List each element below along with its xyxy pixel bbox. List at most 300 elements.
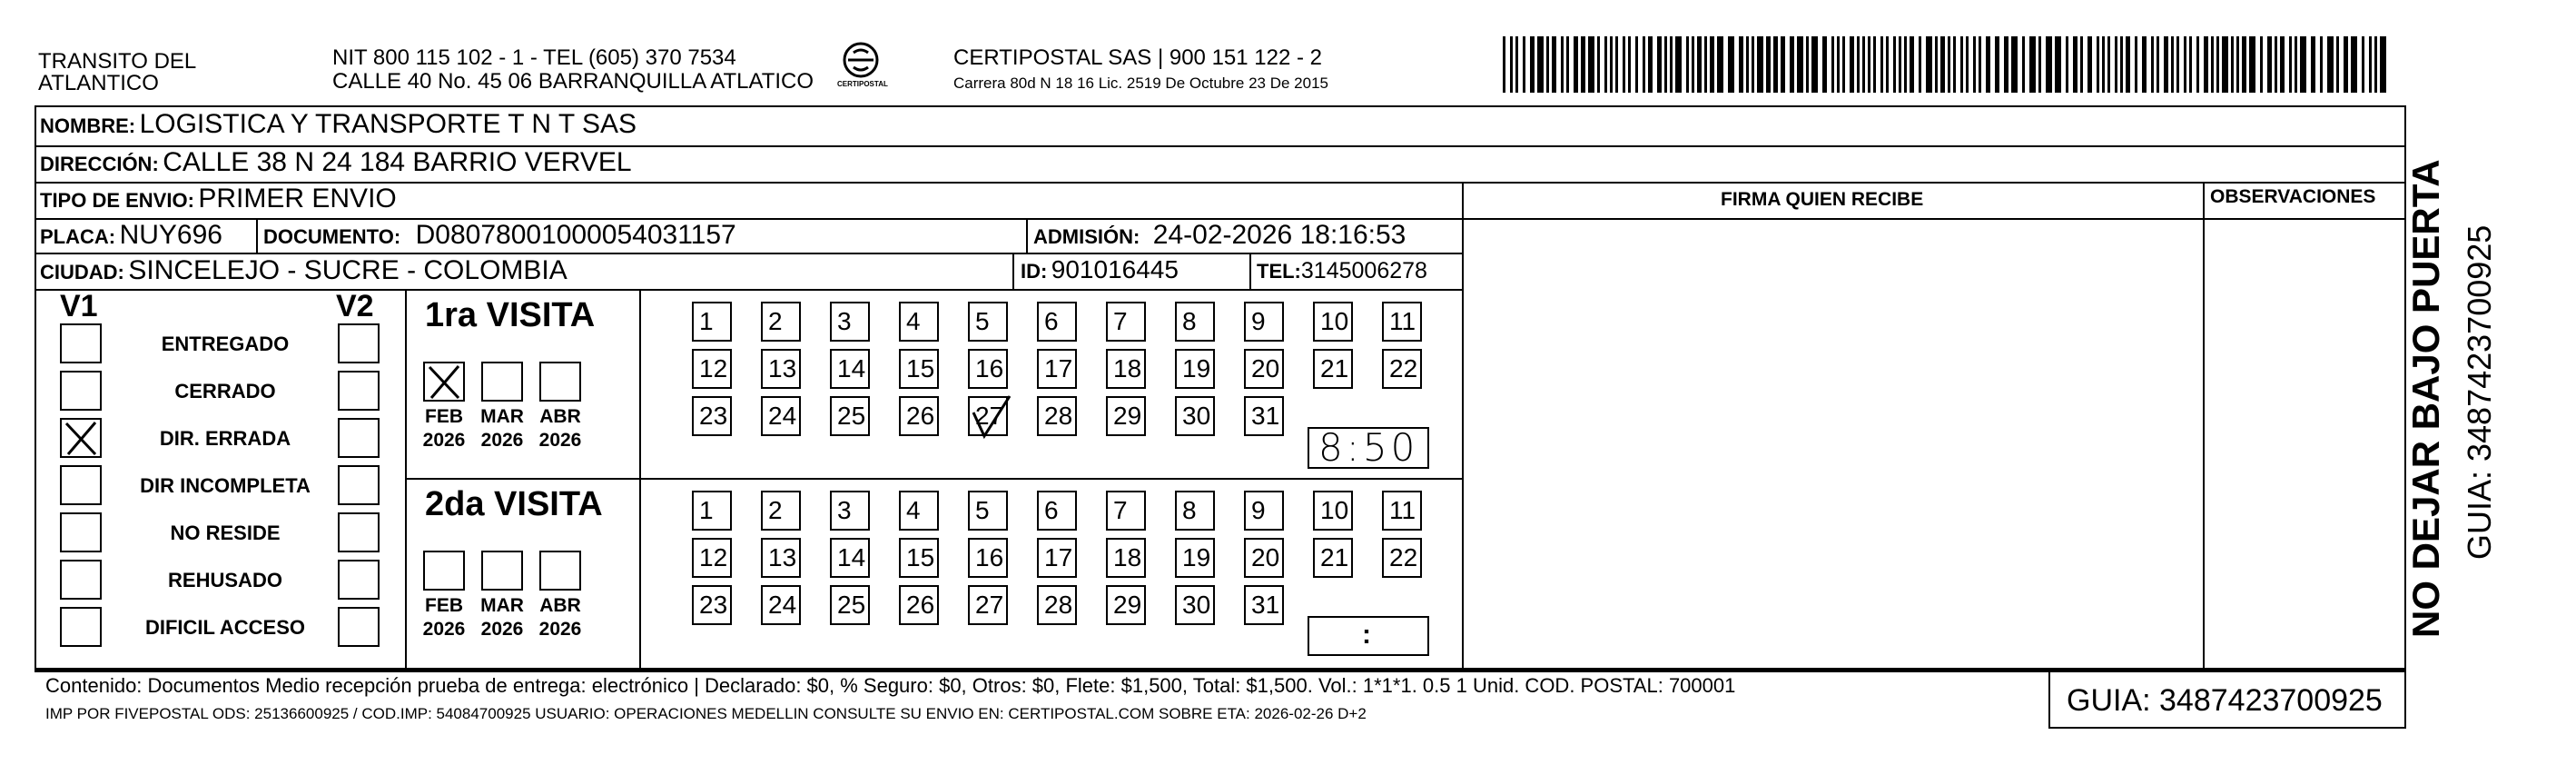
day-number: 15 <box>906 543 935 571</box>
option-label: DIR INCOMPLETA <box>140 474 311 497</box>
barcode-bar <box>2222 36 2228 93</box>
barcode-bar <box>1995 36 1999 93</box>
second-visit-day-box[interactable] <box>1106 585 1146 625</box>
column-divider <box>2203 182 2205 672</box>
day-number: 4 <box>906 307 921 335</box>
month-year: 2026 <box>422 430 466 451</box>
day-number: 31 <box>1251 402 1280 430</box>
sender-name-line1: TRANSITO DEL <box>38 49 197 74</box>
signature-header: FIRMA QUIEN RECIBE <box>1721 189 1924 210</box>
day-number: 20 <box>1251 354 1280 382</box>
name-row <box>40 109 637 140</box>
barcode-bar <box>1503 36 1505 93</box>
first-visit-day-box[interactable] <box>830 396 870 436</box>
barcode-bar <box>1862 36 1865 93</box>
barcode-bar <box>1552 36 1556 93</box>
second-visit-day-box[interactable] <box>1313 538 1353 578</box>
second-visit-day-box[interactable] <box>968 538 1008 578</box>
second-visit-day-box[interactable] <box>1175 491 1215 531</box>
barcode-bar <box>2107 36 2110 93</box>
second-visit-day-box[interactable] <box>1313 491 1353 531</box>
barcode-bar <box>1566 36 1569 93</box>
first-visit-day-box[interactable] <box>1175 302 1215 342</box>
second-visit-day-box[interactable] <box>692 585 732 625</box>
second-visit-day-box[interactable] <box>830 491 870 531</box>
second-visit-day-box[interactable] <box>830 538 870 578</box>
month-name: ABR <box>539 406 581 427</box>
v2-checkbox[interactable] <box>338 323 380 363</box>
barcode-bar <box>1899 36 1901 93</box>
sender-name-line2: ATLANTICO <box>38 71 159 95</box>
first-visit-day-box[interactable] <box>1037 349 1077 389</box>
day-number: 16 <box>975 543 1004 571</box>
first-visit-day-box[interactable] <box>830 302 870 342</box>
carrier-company: CERTIPOSTAL SAS | 900 151 122 - 2 <box>953 45 1322 70</box>
first-visit-day-box[interactable] <box>899 349 939 389</box>
v1-checkbox[interactable] <box>60 371 102 411</box>
barcode-bar <box>1926 36 1932 93</box>
month-year: 2026 <box>480 430 524 451</box>
first-visit-month-label <box>415 405 473 452</box>
barcode-bar <box>1692 36 1694 93</box>
barcode-bar <box>1986 36 1990 93</box>
second-visit-day-box[interactable] <box>692 491 732 531</box>
day-number: 6 <box>1044 496 1059 524</box>
first-visit-day-box[interactable] <box>899 302 939 342</box>
second-visit-day-box[interactable] <box>1037 491 1077 531</box>
barcode-bar <box>1757 36 1763 93</box>
month-name: ABR <box>539 595 581 616</box>
document-value: D08078001000054031157 <box>415 220 736 250</box>
barcode-bar <box>1537 36 1544 93</box>
day-number: 14 <box>837 543 866 571</box>
barcode-bar <box>1842 36 1845 93</box>
day-number: 1 <box>699 496 714 524</box>
barcode-bar <box>2171 36 2174 93</box>
second-visit-day-box[interactable] <box>830 585 870 625</box>
barcode-bar <box>1904 36 1907 93</box>
day-number: 8 <box>1182 496 1197 524</box>
second-visit-day-box[interactable] <box>968 585 1008 625</box>
day-number: 29 <box>1113 591 1142 619</box>
second-visit-day-box[interactable] <box>899 491 939 531</box>
plate-label: PLACA: <box>40 225 116 248</box>
barcode-bar <box>1546 36 1549 93</box>
day-number: 28 <box>1044 591 1073 619</box>
second-visit-day-box[interactable] <box>899 538 939 578</box>
cell-divider <box>1249 253 1251 289</box>
cell-divider <box>1026 218 1028 253</box>
day-number: 2 <box>768 307 783 335</box>
footer-guide-box <box>2048 671 2406 729</box>
barcode-bar <box>1935 36 1938 93</box>
second-visit-day-box[interactable] <box>968 491 1008 531</box>
barcode-bar <box>1966 36 1969 93</box>
barcode-bar <box>1806 36 1809 93</box>
option-label: REHUSADO <box>168 569 282 591</box>
v2-checkbox[interactable] <box>338 607 380 647</box>
day-number: 28 <box>1044 402 1073 430</box>
first-visit-day-box[interactable] <box>1313 302 1353 342</box>
second-visit-day-box[interactable] <box>1244 491 1284 531</box>
barcode-bar <box>2004 36 2008 93</box>
day-number: 26 <box>906 591 935 619</box>
barcode-bar <box>2327 36 2334 93</box>
first-visit-day-box[interactable] <box>1175 349 1215 389</box>
barcode-bar <box>1610 36 1613 93</box>
month-name: MAR <box>480 595 524 616</box>
second-visit-day-box[interactable] <box>1037 585 1077 625</box>
admission-label: ADMISIÓN: <box>1033 225 1140 248</box>
day-number: 11 <box>1389 496 1416 524</box>
sender-nit: NIT 800 115 102 - 1 - TEL (605) 370 7534 <box>332 45 736 70</box>
barcode-bar <box>1728 36 1734 93</box>
day-number: 9 <box>1251 496 1266 524</box>
first-visit-day-box[interactable] <box>1313 349 1353 389</box>
barcode-bar <box>2142 36 2147 93</box>
day-number: 10 <box>1320 496 1349 524</box>
certipostal-logo-text: CERTIPOSTAL <box>837 80 888 88</box>
visits-divider <box>405 478 1462 480</box>
barcode-bar <box>1850 36 1854 93</box>
barcode-bar <box>1523 36 1525 93</box>
city-label: CIUDAD: <box>40 261 124 283</box>
second-visit-month-label <box>531 594 589 641</box>
day-number: 23 <box>699 402 728 430</box>
barcode-bar <box>2157 36 2159 93</box>
first-visit-day-box[interactable] <box>1106 396 1146 436</box>
barcode-bar <box>1773 36 1778 93</box>
admission-value: 24-02-2026 18:16:53 <box>1152 220 1406 250</box>
second-visit-month-checkbox[interactable] <box>539 551 581 591</box>
day-number: 27 <box>975 402 1004 430</box>
day-number: 9 <box>1251 307 1266 335</box>
carrier-license: Carrera 80d N 18 16 Lic. 2519 De Octubre 23 De 2015 <box>953 75 1328 92</box>
city-value: SINCELEJO - SUCRE - COLOMBIA <box>128 255 568 285</box>
month-year: 2026 <box>422 619 466 640</box>
observations-header: OBSERVACIONES <box>2210 186 2376 207</box>
barcode-bar <box>2236 36 2239 93</box>
first-visit-day-box[interactable] <box>692 302 732 342</box>
certipostal-logo <box>835 40 886 98</box>
tel-value: 3145006278 <box>1300 258 1427 283</box>
first-visit-day-box[interactable] <box>899 396 939 436</box>
barcode-bar <box>1822 36 1827 93</box>
certipostal-logo-icon <box>835 40 886 98</box>
first-visit-day-box[interactable] <box>1106 302 1146 342</box>
day-number: 30 <box>1182 591 1211 619</box>
shipment-type-label: TIPO DE ENVIO: <box>40 189 194 212</box>
barcode-bar <box>1739 36 1743 93</box>
plate-cell <box>40 220 222 251</box>
first-visit-month-checkbox[interactable] <box>481 362 523 402</box>
barcode-bar <box>1886 36 1889 93</box>
barcode-bar <box>1704 36 1707 93</box>
barcode-bar <box>2097 36 2099 93</box>
row-divider <box>35 253 1462 254</box>
barcode-bar <box>2046 36 2052 93</box>
barcode-bar <box>2120 36 2123 93</box>
tel-cell <box>1257 258 1427 284</box>
second-visit-day-box[interactable] <box>1382 538 1422 578</box>
second-visit-day-box[interactable] <box>761 538 801 578</box>
day-number: 17 <box>1044 543 1073 571</box>
barcode-bar <box>1940 36 1945 93</box>
barcode <box>1503 36 2393 93</box>
first-visit-day-box[interactable] <box>1382 349 1422 389</box>
barcode-bar <box>2196 36 2199 93</box>
barcode-bar <box>1790 36 1794 93</box>
month-name: FEB <box>425 406 463 427</box>
barcode-bar <box>2087 36 2092 93</box>
barcode-bar <box>2029 36 2036 93</box>
barcode-bar <box>1710 36 1714 93</box>
first-visit-day-box[interactable] <box>968 396 1008 436</box>
day-number: 7 <box>1113 496 1128 524</box>
barcode-bar <box>1615 36 1618 93</box>
first-visit-day-box[interactable] <box>1244 302 1284 342</box>
second-visit-day-box[interactable] <box>1106 538 1146 578</box>
id-cell <box>1021 255 1179 284</box>
barcode-bar <box>2231 36 2234 93</box>
second-visit-day-box[interactable] <box>1244 538 1284 578</box>
barcode-bar <box>2115 36 2117 93</box>
day-number: 5 <box>975 496 990 524</box>
second-visit-day-box[interactable] <box>1382 491 1422 531</box>
second-visit-day-box[interactable] <box>692 538 732 578</box>
barcode-bar <box>2344 36 2348 93</box>
first-visit-day-box[interactable] <box>830 349 870 389</box>
cell-divider <box>1012 253 1014 289</box>
month-year: 2026 <box>538 430 582 451</box>
name-value: LOGISTICA Y TRANSPORTE T N T SAS <box>139 109 637 139</box>
barcode-bar <box>2249 36 2255 93</box>
option-label: DIFICIL ACCESO <box>144 616 305 639</box>
first-visit-day-box[interactable] <box>761 302 801 342</box>
address-row <box>40 147 632 178</box>
option-label: ENTREGADO <box>161 333 290 355</box>
barcode-bar <box>1628 36 1631 93</box>
day-number: 12 <box>699 543 728 571</box>
second-visit-time-placeholder: : <box>1362 620 1371 650</box>
barcode-bar <box>1561 36 1564 93</box>
second-visit-month-label <box>473 594 531 641</box>
second-visit-day-box[interactable] <box>1244 585 1284 625</box>
day-number: 4 <box>906 496 921 524</box>
document-cell <box>263 220 736 251</box>
v2-checkbox[interactable] <box>338 418 380 458</box>
day-number: 3 <box>837 496 852 524</box>
city-cell <box>40 255 568 286</box>
barcode-bar <box>1530 36 1535 93</box>
month-year: 2026 <box>480 619 524 640</box>
day-number: 12 <box>699 354 728 382</box>
barcode-bar <box>1623 36 1625 93</box>
day-number: 24 <box>768 402 797 430</box>
first-visit-month-checkbox[interactable] <box>423 362 465 402</box>
barcode-bar <box>1837 36 1840 93</box>
barcode-bar <box>2336 36 2339 93</box>
day-number: 25 <box>837 402 866 430</box>
day-number: 3 <box>837 307 852 335</box>
barcode-bar <box>2295 36 2297 93</box>
v1-checkbox[interactable] <box>60 607 102 647</box>
barcode-bar <box>2055 36 2061 93</box>
first-visit-day-box[interactable] <box>1037 396 1077 436</box>
barcode-bar <box>2080 36 2083 93</box>
day-number: 26 <box>906 402 935 430</box>
second-visit-month-checkbox[interactable] <box>481 551 523 591</box>
day-number: 8 <box>1182 307 1197 335</box>
barcode-bar <box>1604 36 1607 93</box>
first-visit-month-checkbox[interactable] <box>539 362 581 402</box>
day-number: 7 <box>1113 307 1128 335</box>
day-number: 22 <box>1389 543 1418 571</box>
barcode-bar <box>2311 36 2315 93</box>
barcode-bar <box>1746 36 1749 93</box>
barcode-bar <box>2216 36 2219 93</box>
day-number: 29 <box>1113 402 1142 430</box>
barcode-bar <box>1648 36 1653 93</box>
second-visit-day-box[interactable] <box>761 585 801 625</box>
barcode-bar <box>2320 36 2323 93</box>
document-label: DOCUMENTO: <box>263 225 401 248</box>
day-number: 18 <box>1113 354 1142 382</box>
day-number: 6 <box>1044 307 1059 335</box>
barcode-bar <box>1686 36 1689 93</box>
v2-checkbox[interactable] <box>338 512 380 552</box>
first-visit-day-box[interactable] <box>761 349 801 389</box>
first-visit-day-box[interactable] <box>692 396 732 436</box>
v1-checkbox[interactable] <box>60 418 102 458</box>
barcode-bar <box>1581 36 1585 93</box>
second-visit-time-box[interactable] <box>1308 616 1429 656</box>
barcode-bar <box>2126 36 2130 93</box>
month-name: MAR <box>480 406 524 427</box>
barcode-bar <box>1953 36 1956 93</box>
v1-checkbox[interactable] <box>60 465 102 505</box>
day-number: 21 <box>1320 354 1349 382</box>
barcode-bar <box>2362 36 2364 93</box>
row-divider <box>35 289 1462 291</box>
first-visit-day-box[interactable] <box>1382 302 1422 342</box>
barcode-bar <box>1643 36 1645 93</box>
barcode-bar <box>1697 36 1702 93</box>
barcode-bar <box>1717 36 1723 93</box>
barcode-bar <box>1797 36 1803 93</box>
barcode-bar <box>1919 36 1921 93</box>
second-visit-day-box[interactable] <box>1175 585 1215 625</box>
day-number: 19 <box>1182 354 1211 382</box>
day-number: 1 <box>699 307 714 335</box>
barcode-bar <box>2011 36 2018 93</box>
barcode-bar <box>1670 36 1673 93</box>
first-visit-month-label <box>473 405 531 452</box>
second-visit-day-box[interactable] <box>761 491 801 531</box>
footer-print-info: IMP POR FIVEPOSTAL ODS: 25136600925 / COD.IMP: 54084700925 USUARIO: OPERACIONES MEDELLIN CONSULTE SU ENVIO EN: CERTIPOSTAL.COM SOBRE ETA: 2026-02-26 D+2 <box>45 705 1367 722</box>
side-notice: NO DEJAR BAJO PUERTA <box>2404 159 2447 638</box>
barcode-bar <box>2073 36 2078 93</box>
month-name: FEB <box>425 595 463 616</box>
v2-checkbox[interactable] <box>338 465 380 505</box>
second-visit-day-box[interactable] <box>1175 538 1215 578</box>
v2-checkbox[interactable] <box>338 560 380 600</box>
v1-checkbox[interactable] <box>60 512 102 552</box>
second-visit-day-box[interactable] <box>1037 538 1077 578</box>
second-visit-month-checkbox[interactable] <box>423 551 465 591</box>
first-visit-day-box[interactable] <box>1175 396 1215 436</box>
barcode-bar <box>2184 36 2186 93</box>
admission-cell <box>1033 220 1406 251</box>
day-number: 22 <box>1389 354 1418 382</box>
day-number: 23 <box>699 591 728 619</box>
barcode-bar <box>1664 36 1667 93</box>
barcode-bar <box>2280 36 2285 93</box>
first-visit-time-handwritten: 8:50 <box>1318 425 1419 470</box>
first-visit-day-box[interactable] <box>968 302 1008 342</box>
plate-value: NUY696 <box>119 220 222 250</box>
barcode-bar <box>2151 36 2154 93</box>
footer-guide: GUIA: 3487423700925 <box>2067 683 2383 718</box>
first-visit-day-box[interactable] <box>1244 396 1284 436</box>
day-number: 21 <box>1320 543 1349 571</box>
shipment-type-value: PRIMER ENVIO <box>198 184 397 214</box>
barcode-bar <box>2260 36 2263 93</box>
day-number: 13 <box>768 543 797 571</box>
first-visit-title: 1ra VISITA <box>425 296 596 334</box>
v1-checkbox[interactable] <box>60 560 102 600</box>
barcode-bar <box>1588 36 1594 93</box>
first-visit-day-box[interactable] <box>692 349 732 389</box>
tel-label: TEL: <box>1257 260 1301 283</box>
v1-label: V1 <box>60 289 98 323</box>
day-number: 25 <box>837 591 866 619</box>
barcode-bar <box>2135 36 2137 93</box>
barcode-bar <box>2351 36 2357 93</box>
barcode-bar <box>1857 36 1860 93</box>
first-visit-time-box[interactable] <box>1308 427 1429 469</box>
first-visit-day-box[interactable] <box>1037 302 1077 342</box>
barcode-bar <box>1811 36 1818 93</box>
barcode-bar <box>2369 36 2372 93</box>
barcode-bar <box>2267 36 2272 93</box>
side-guide: GUIA: 3487423700925 <box>2461 224 2498 560</box>
barcode-bar <box>1831 36 1834 93</box>
v2-label: V2 <box>336 289 374 323</box>
day-number: 31 <box>1251 591 1280 619</box>
day-number: 20 <box>1251 543 1280 571</box>
second-visit-day-box[interactable] <box>899 585 939 625</box>
first-visit-day-box[interactable] <box>1244 349 1284 389</box>
second-visit-day-box[interactable] <box>1106 491 1146 531</box>
day-number: 15 <box>906 354 935 382</box>
barcode-bar <box>1515 36 1518 93</box>
barcode-bar <box>2164 36 2168 93</box>
barcode-bar <box>1893 36 1896 93</box>
shipment-type-row <box>40 184 397 214</box>
barcode-bar <box>2066 36 2068 93</box>
option-label: NO RESIDE <box>170 522 281 544</box>
v1-checkbox[interactable] <box>60 323 102 363</box>
v2-checkbox[interactable] <box>338 371 380 411</box>
barcode-bar <box>2211 36 2214 93</box>
day-number: 11 <box>1389 307 1416 335</box>
first-visit-day-box[interactable] <box>968 349 1008 389</box>
day-number: 27 <box>975 591 1004 619</box>
first-visit-day-box[interactable] <box>761 396 801 436</box>
day-number: 5 <box>975 307 990 335</box>
first-visit-day-box[interactable] <box>1106 349 1146 389</box>
